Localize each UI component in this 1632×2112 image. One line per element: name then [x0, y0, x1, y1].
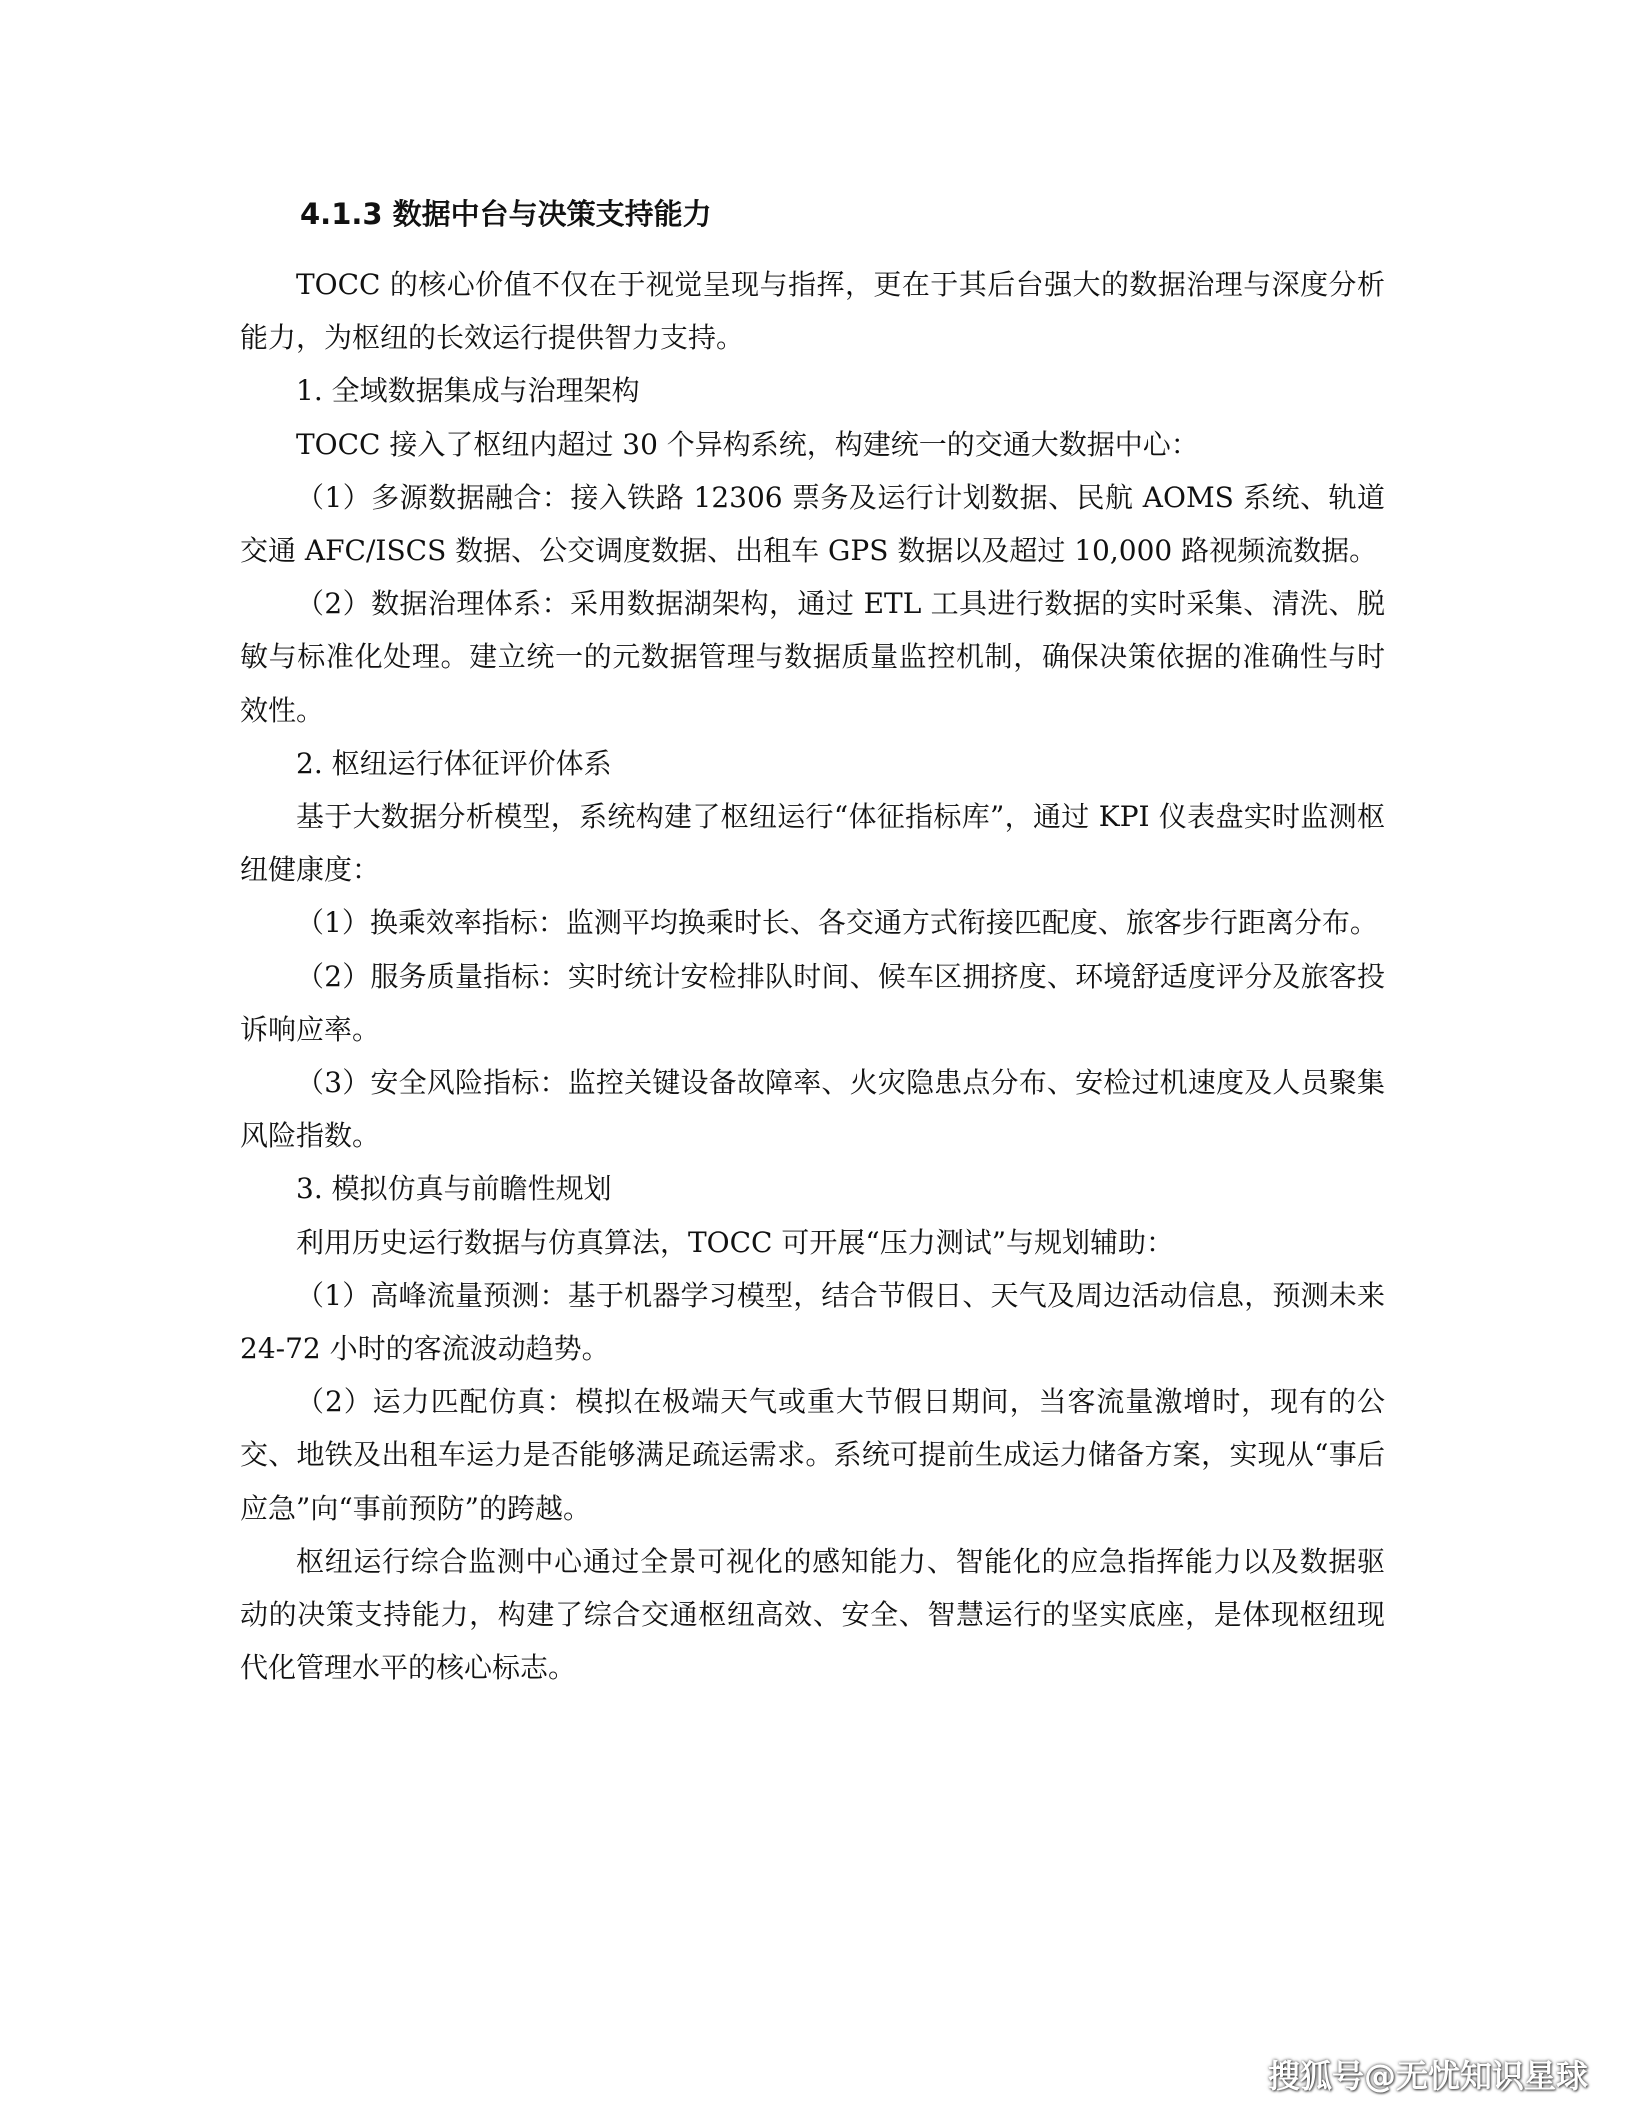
list-item: （2）运力匹配仿真：模拟在极端天气或重大节假日期间，当客流量激增时，现有的公交、地铁及出租车运力是否能够满足疏运需求。系统可提前生成运力储备方案，实现从“事后应急”向“事前预防”的跨越。 — [240, 1385, 1385, 1525]
list-item: （1）多源数据融合：接入铁路 12306 票务及运行计划数据、民航 AOMS 系统、轨道交通 AFC/ISCS 数据、公交调度数据、出租车 GPS 数据以及超过 10,000 路视频流数据。 — [240, 480, 1385, 568]
watermark: 搜狐号@无忧知识星球 — [1267, 2057, 1588, 2095]
paragraph: 利用历史运行数据与仿真算法，TOCC 可开展“压力测试”与规划辅助： — [296, 1225, 1175, 1259]
list-item: （3）安全风险指标：监控关键设备故障率、火灾隐患点分布、安检过机速度及人员聚集风险指数。 — [240, 1066, 1385, 1153]
subheading-3: 3. 模拟仿真与前瞻性规划 — [296, 1172, 612, 1206]
subheading-2: 2. 枢纽运行体征评价体系 — [296, 746, 612, 780]
section-heading: 4.1.3 数据中台与决策支持能力 — [300, 197, 712, 231]
list-item: （1）高峰流量预测：基于机器学习模型，结合节假日、天气及周边活动信息，预测未来 24-72 小时的客流波动趋势。 — [240, 1278, 1385, 1366]
list-item: （2）服务质量指标：实时统计安检排队时间、候车区拥挤度、环境舒适度评分及旅客投诉响应率。 — [240, 959, 1385, 1046]
paragraph-conclusion: 枢纽运行综合监测中心通过全景可视化的感知能力、智能化的应急指挥能力以及数据驱动的决策支持能力，构建了综合交通枢纽高效、安全、智慧运行的坚实底座，是体现枢纽现代化管理水平的核心标志。 — [240, 1544, 1385, 1685]
document-body — [240, 258, 1385, 1694]
list-item: （2）数据治理体系：采用数据湖架构，通过 ETL 工具进行数据的实时采集、清洗、脱敏与标准化处理。建立统一的元数据管理与数据质量监控机制，确保决策依据的准确性与时效性。 — [240, 587, 1385, 727]
paragraph: TOCC 接入了枢纽内超过 30 个异构系统，构建统一的交通大数据中心： — [296, 427, 1199, 461]
paragraph: 基于大数据分析模型，系统构建了枢纽运行“体征指标库”，通过 KPI 仪表盘实时监测枢纽健康度： — [240, 800, 1385, 887]
paragraph-intro: TOCC 的核心价值不仅在于视觉呈现与指挥，更在于其后台强大的数据治理与深度分析能力，为枢纽的长效运行提供智力支持。 — [240, 268, 1385, 355]
subheading-1: 1. 全域数据集成与治理架构 — [296, 374, 640, 408]
list-item: （1）换乘效率指标：监测平均换乘时长、各交通方式衔接匹配度、旅客步行距离分布。 — [296, 906, 1378, 940]
